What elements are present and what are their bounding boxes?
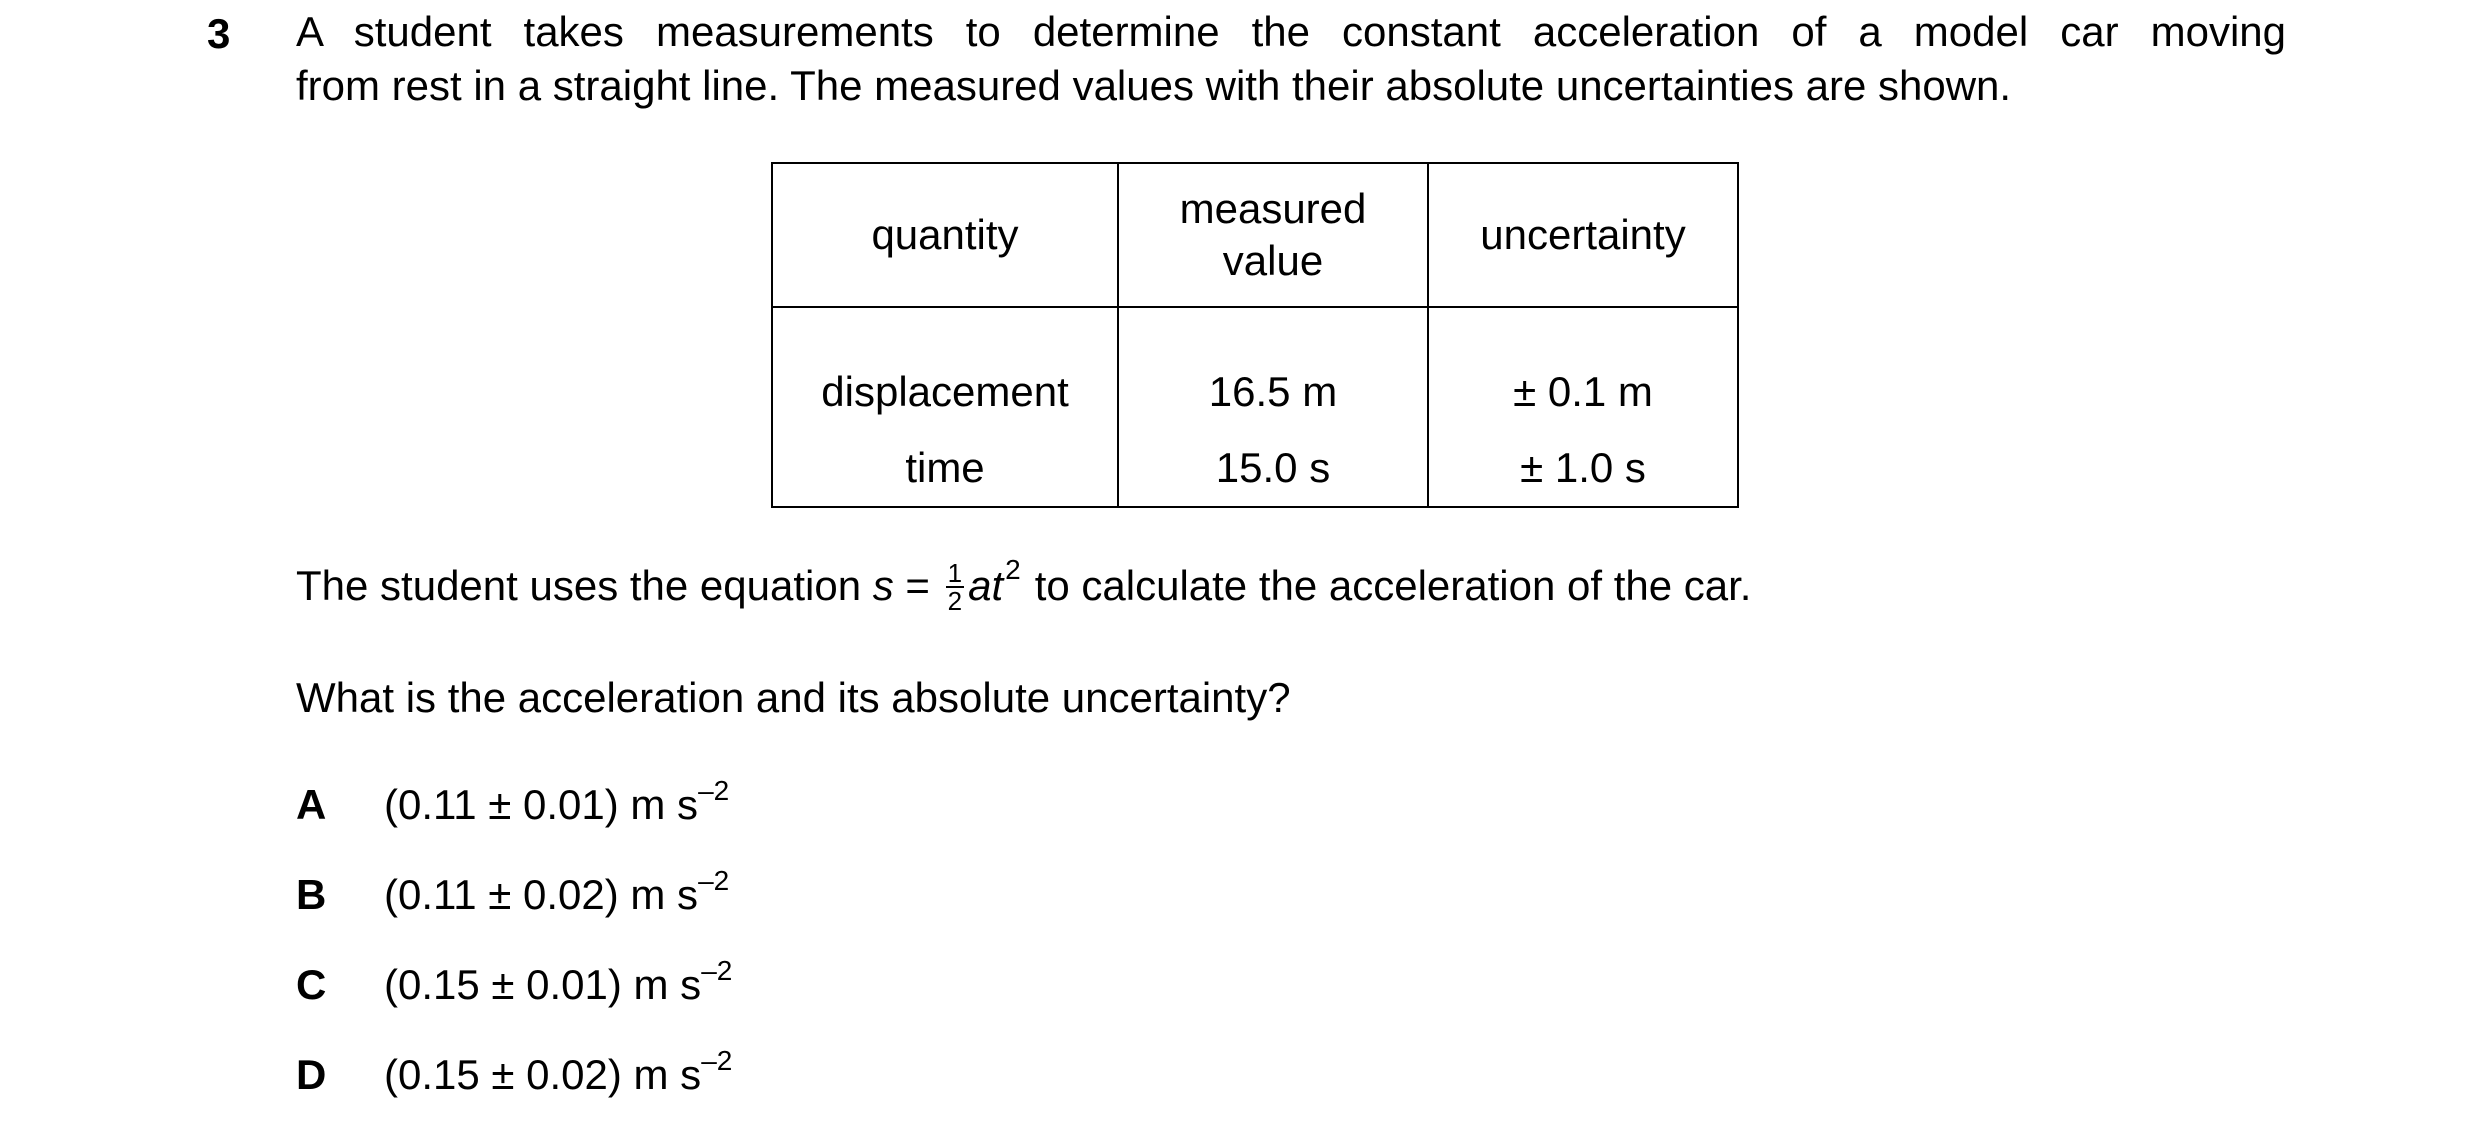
option-letter: A [296, 781, 327, 828]
cell-value: 15.0 s [1118, 430, 1428, 507]
option-exponent: –2 [698, 775, 730, 806]
equation-fraction [946, 557, 964, 616]
table-row [772, 430, 1738, 507]
stem-line-1: A student takes measurements to determine the constant acceleration of a model car moving [296, 8, 2286, 55]
question-number: 3 [207, 10, 231, 57]
option-text: (0.15 ± 0.02) m s [384, 1051, 702, 1098]
equation-exponent: 2 [1005, 554, 1021, 585]
header-measured-value [1118, 163, 1428, 307]
fraction-numerator: 1 [947, 557, 963, 588]
stem-line-2: from rest in a straight line. The measured values with their absolute uncertainties are shown. [296, 62, 2012, 109]
table-row [772, 307, 1738, 430]
equation-lead-text: The student uses the equation [296, 562, 873, 609]
option-letter: D [296, 1051, 327, 1098]
cell-uncertainty: ± 0.1 m [1428, 307, 1738, 430]
option-d[interactable] [296, 1037, 732, 1103]
option-exponent: –2 [698, 865, 730, 896]
cell-quantity: time [772, 430, 1118, 507]
header-measured: measured [1179, 185, 1367, 232]
option-b[interactable] [296, 857, 729, 923]
cell-quantity: displacement [772, 307, 1118, 430]
equation-var-s: s [872, 562, 894, 609]
equation-equals: = [893, 562, 942, 609]
equation-var-at: at [968, 562, 1004, 609]
option-text: (0.11 ± 0.02) m s [384, 871, 699, 918]
option-c[interactable] [296, 947, 732, 1013]
option-a[interactable] [296, 767, 729, 833]
question-prompt: What is the acceleration and its absolute uncertainty? [296, 674, 1291, 721]
option-text: (0.15 ± 0.01) m s [384, 961, 702, 1008]
header-uncertainty: uncertainty [1428, 163, 1738, 307]
header-value: value [1222, 237, 1324, 284]
equation-trail-text: to calculate the acceleration of the car. [1034, 562, 1752, 609]
table-header-row [772, 163, 1738, 307]
cell-value: 16.5 m [1118, 307, 1428, 430]
option-letter: C [296, 961, 327, 1008]
measurements-table [771, 162, 1739, 508]
option-text: (0.11 ± 0.01) m s [384, 781, 699, 828]
cell-uncertainty: ± 1.0 s [1428, 430, 1738, 507]
question-stem [296, 5, 2296, 113]
header-quantity: quantity [772, 163, 1118, 307]
option-exponent: –2 [701, 1045, 733, 1076]
fraction-denominator: 2 [947, 585, 963, 616]
option-exponent: –2 [701, 955, 733, 986]
equation-sentence [296, 548, 1751, 616]
option-letter: B [296, 871, 327, 918]
